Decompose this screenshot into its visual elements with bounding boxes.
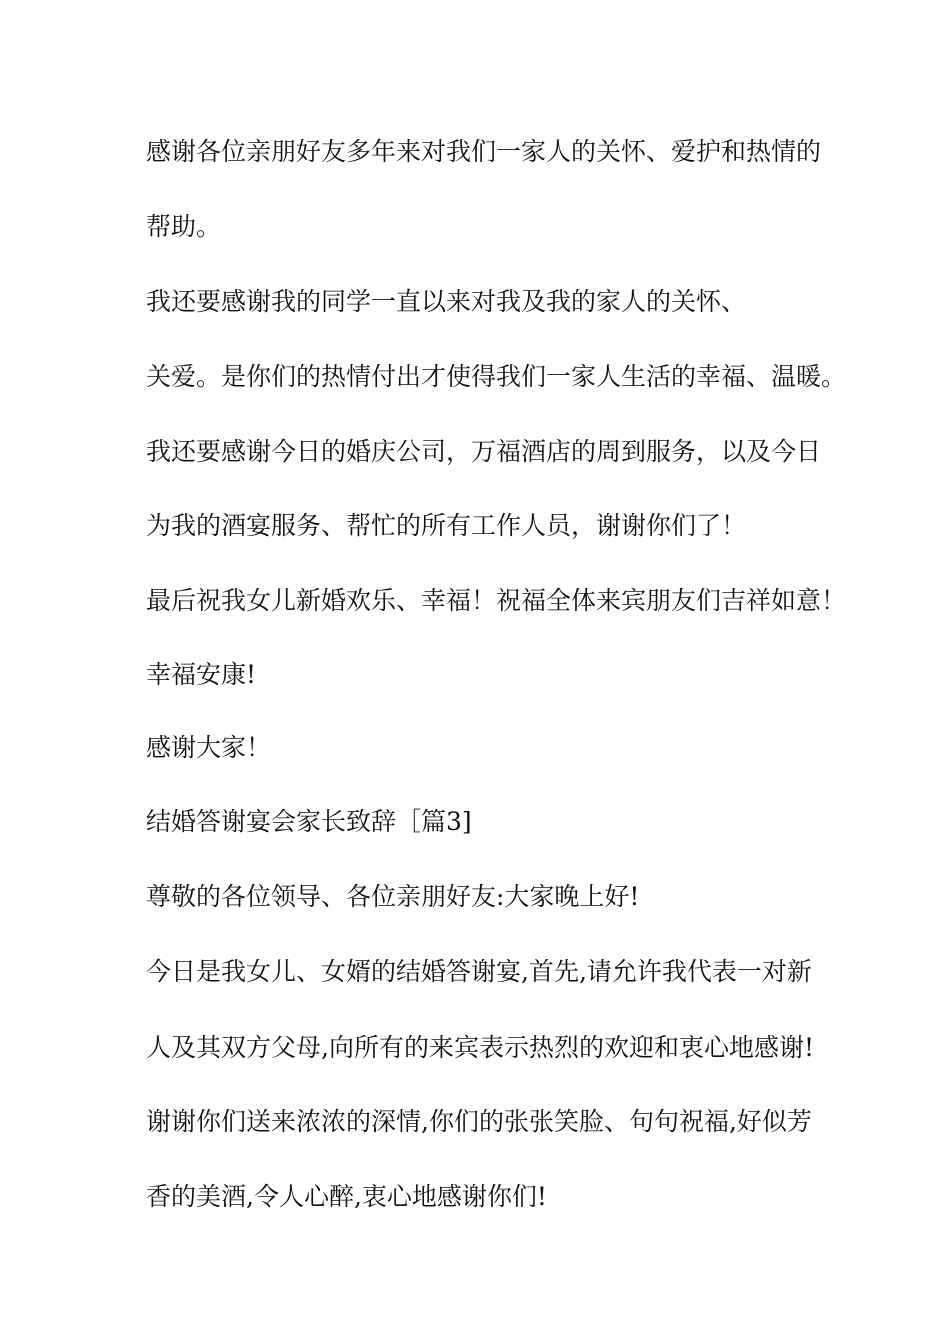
section-heading: 结婚答谢宴会家长致辞［篇3]: [146, 807, 472, 836]
text-line: 谢谢你们送来浓浓的深情,你们的张张笑脸、句句祝福,好似芳: [146, 1107, 812, 1136]
text-line: 尊敬的各位领导、各位亲朋好友:大家晚上好!: [146, 882, 640, 911]
text-line: 我还要感谢我的同学一直以来对我及我的家人的关怀、: [146, 287, 747, 316]
text-line: 为我的酒宴服务、帮忙的所有工作人员，谢谢你们了！: [146, 511, 747, 540]
text-line: 帮助。: [146, 212, 222, 241]
text-line: 最后祝我女儿新婚欢乐、幸福！祝福全体来宾朋友们吉祥如意！: [146, 586, 847, 615]
text-line: 我还要感谢今日的婚庆公司，万福酒店的周到服务，以及今日: [146, 437, 822, 466]
text-line: 关爱。是你们的热情付出才使得我们一家人生活的幸福、温暖。: [146, 362, 847, 391]
text-line: 今日是我女儿、女婿的结婚答谢宴,首先,请允许我代表一对新: [146, 957, 812, 986]
text-line: 感谢大家！: [146, 733, 272, 762]
text-line: 感谢各位亲朋好友多年来对我们一家人的关怀、爱护和热情的: [146, 137, 822, 166]
text-line: 幸福安康!: [146, 660, 257, 689]
text-line: 香的美酒,令人心醉,衷心地感谢你们!: [146, 1182, 547, 1211]
text-line: 人及其双方父母,向所有的来宾表示热烈的欢迎和衷心地感谢!: [146, 1033, 814, 1062]
